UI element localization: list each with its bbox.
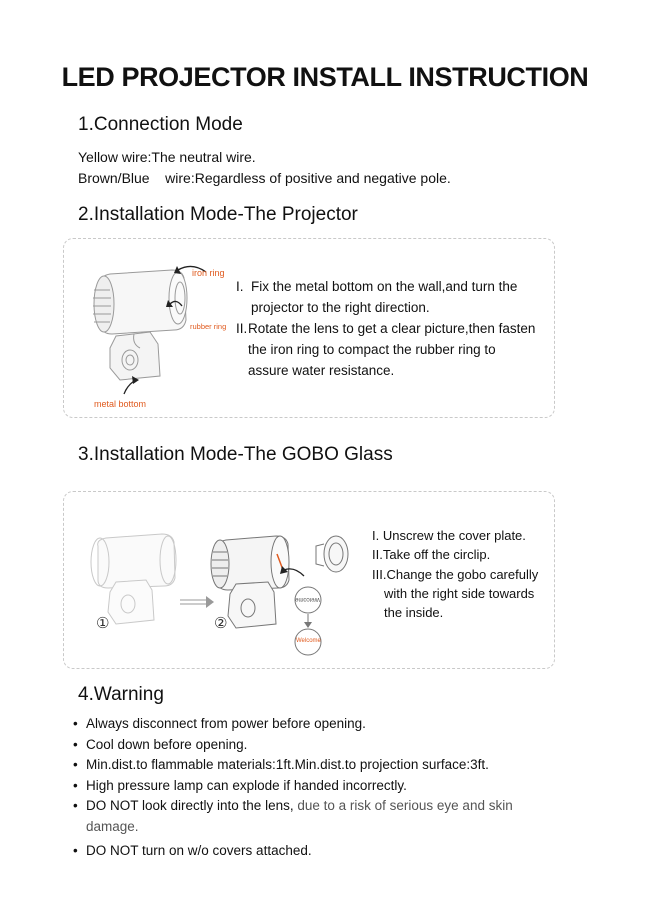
bullet: • (73, 757, 78, 772)
label-iron-ring: iron ring (192, 268, 225, 278)
warning-text: DO NOT turn on w/o covers attached. (86, 843, 312, 858)
warning-item (73, 755, 563, 776)
warning-text: Min.dist.to flammable materials:1ft.Min.dist.to projection surface:3ft. (86, 757, 489, 772)
warning-text: High pressure lamp can explode if handed incorrectly. (86, 777, 407, 793)
connection-line-brown-blue: Brown/Blue wire:Regardless of positive and negative pole. (78, 170, 451, 186)
section-heading-warning: 4.Warning (78, 684, 164, 705)
projector-step-1 (236, 276, 548, 318)
warning-item (73, 841, 563, 862)
warning-item (73, 735, 563, 756)
connection-line-yellow: Yellow wire:The neutral wire. (78, 149, 256, 165)
warning-item (73, 776, 563, 797)
warning-item (73, 714, 563, 735)
step-number: I. (236, 279, 244, 294)
gobo-drawing (80, 508, 365, 663)
bullet: • (73, 736, 78, 752)
marker-one: ① (96, 615, 110, 632)
marker-two: ② (214, 615, 228, 632)
gobo-step-3-end: the inside. (384, 605, 444, 620)
warning-text-extra: due to a risk of serious eye and skin damage. (86, 798, 513, 834)
gobo-step-3: III.Change the gobo carefully (372, 567, 539, 582)
step-text: Fix the metal bottom on the wall,and turn the projector to the right direction. (251, 279, 518, 315)
gobo-text: Welcome (296, 638, 321, 644)
label-metal-bottom: metal bottom (94, 399, 147, 409)
gobo-text-reversed: Welcome (295, 596, 320, 602)
page-title: LED PROJECTOR INSTALL INSTRUCTION (61, 62, 589, 92)
bullet: • (73, 777, 78, 793)
step-text: Rotate the lens to get a clear picture,then fasten the iron ring to compact the rubber ring to assure water resistance. (248, 321, 536, 378)
step-number: II. (236, 321, 248, 336)
warning-item (73, 796, 563, 837)
projector-step-2 (236, 318, 536, 381)
bullet: • (73, 798, 78, 813)
bullet: • (73, 716, 78, 731)
warning-text: DO NOT look directly into the lens, (86, 798, 294, 813)
section-heading-projector: 2.Installation Mode-The Projector (78, 204, 358, 225)
warning-list (73, 714, 563, 862)
warning-text: Always disconnect from power before opening. (86, 716, 366, 731)
section-heading-gobo: 3.Installation Mode-The GOBO Glass (78, 444, 393, 465)
warning-text: Cool down before opening. (86, 736, 248, 752)
gobo-step-3-cont: with the right side towards (384, 586, 535, 601)
gobo-step-2: II.Take off the circlip. (372, 547, 491, 562)
bullet: • (73, 843, 78, 858)
gobo-illustration (80, 508, 365, 663)
section-heading-connection: 1.Connection Mode (78, 114, 243, 135)
label-rubber-ring: rubber ring (190, 322, 227, 331)
gobo-step-1: I. Unscrew the cover plate. (372, 528, 526, 543)
